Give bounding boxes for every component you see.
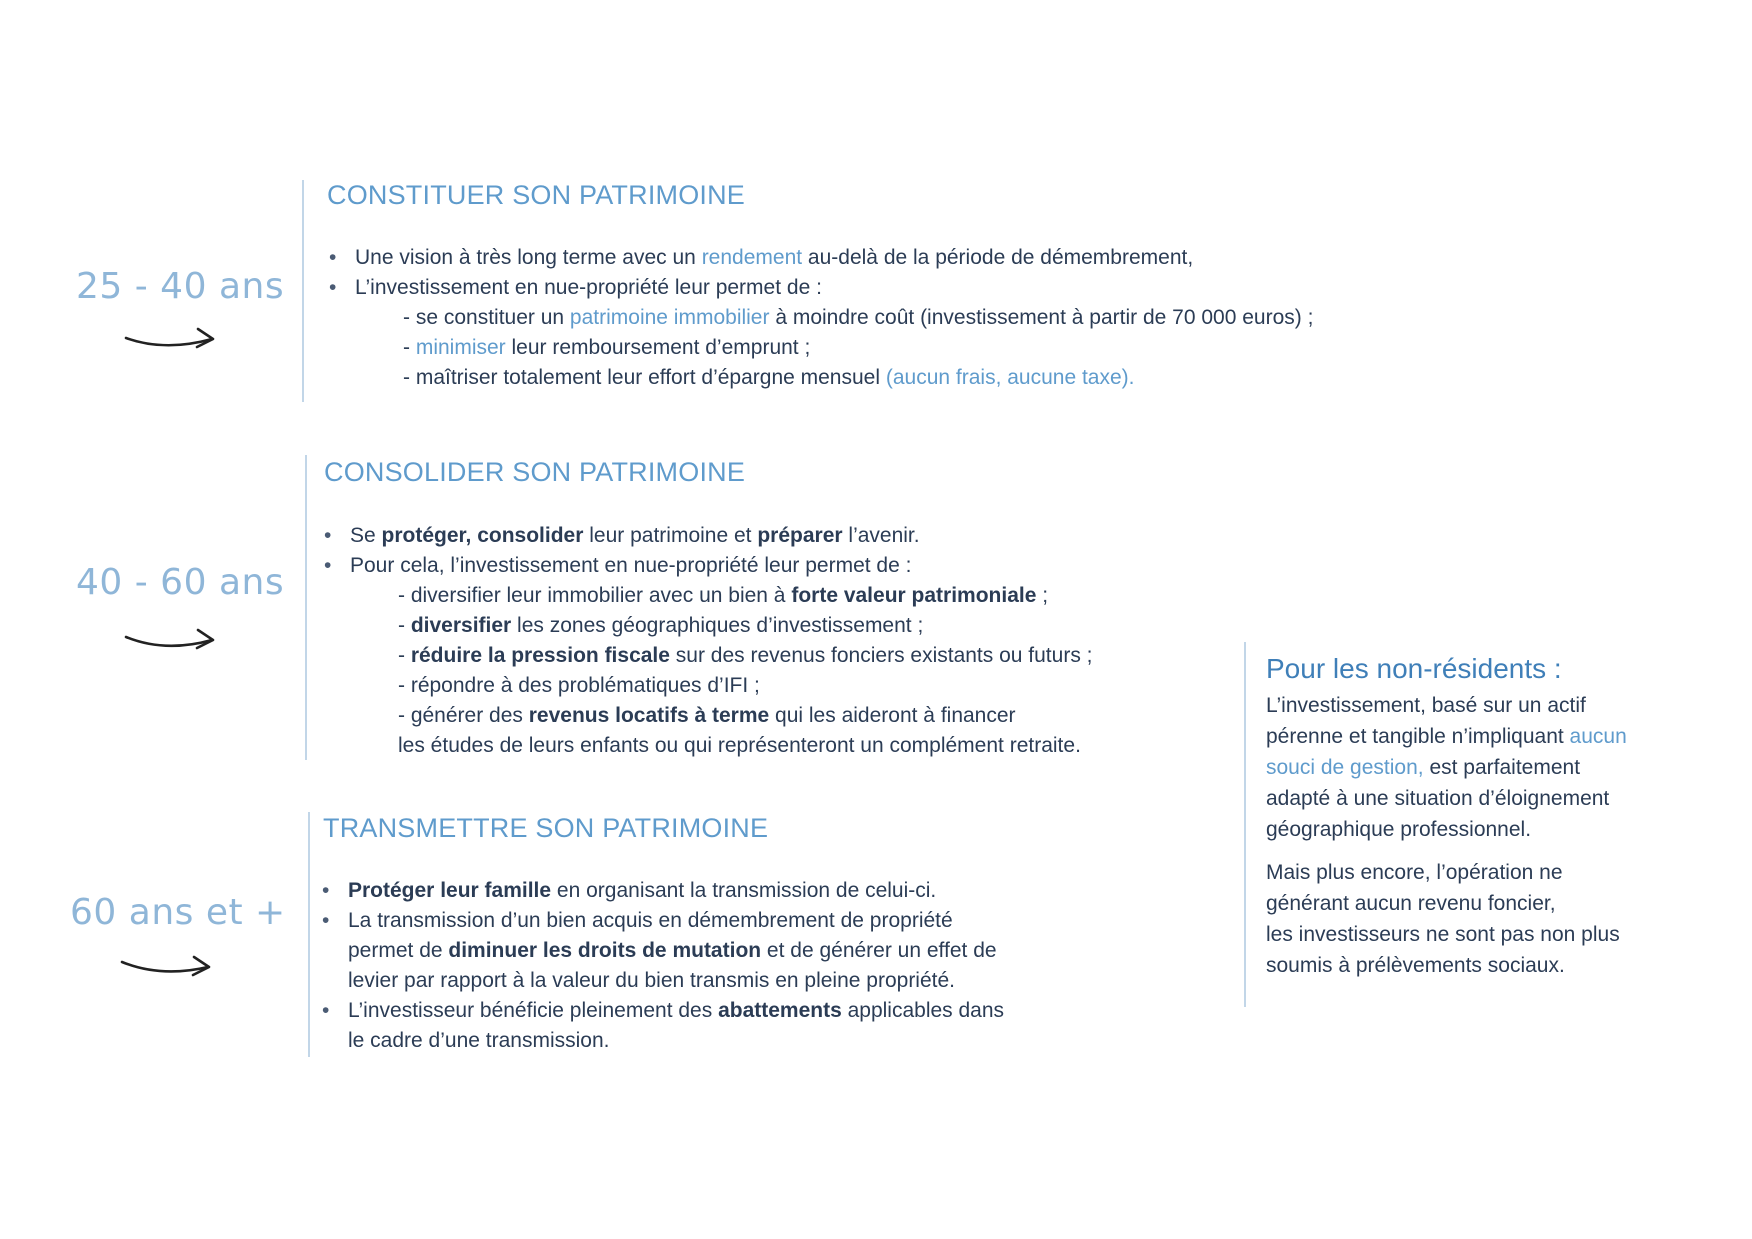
- aside-divider: [1244, 642, 1246, 1007]
- right-arrow-icon: [120, 318, 220, 358]
- text-segment: les zones géographiques d’investissement ;: [511, 614, 924, 637]
- highlighted-text: rendement: [701, 246, 803, 269]
- aside-line: [1266, 919, 1627, 950]
- sub-item: [327, 333, 1313, 363]
- bold-text: protéger, consolider: [381, 524, 584, 547]
- section-bullet-list: [327, 243, 1313, 393]
- text-segment: applicables dans: [841, 999, 1005, 1022]
- aside-title: Pour les non-résidents :: [1266, 653, 1562, 684]
- text-segment: en organisant la transmission de celui-ci.: [551, 879, 937, 902]
- bullet-item: [322, 521, 1093, 551]
- bullet-item: [320, 876, 1004, 906]
- aside-line: [1266, 950, 1627, 981]
- text-segment: - répondre à des problématiques d’IFI ;: [398, 674, 760, 697]
- text-segment: L’investisseur bénéficie pleinement des: [348, 999, 719, 1022]
- text-segment: L’investissement, basé sur un actif: [1266, 694, 1586, 717]
- section-title: CONSOLIDER SON PATRIMOINE: [324, 457, 746, 487]
- continuation-line: [320, 1026, 1004, 1056]
- text-segment: levier par rapport à la valeur du bien transmis en pleine propriété.: [348, 969, 956, 992]
- text-segment: Pour cela, l’investissement en nue-propriété leur permet de :: [350, 554, 912, 577]
- continuation-line: [320, 936, 1004, 966]
- section-divider: [305, 455, 307, 760]
- text-segment: La transmission d’un bien acquis en démembrement de propriété: [348, 909, 953, 932]
- highlighted-text: (aucun frais, aucune taxe).: [885, 366, 1135, 389]
- age-range-label: 25 - 40 ans: [76, 266, 285, 307]
- section-bullet-list: [322, 521, 1093, 761]
- right-arrow-icon: [116, 948, 216, 988]
- age-range-label: 60 ans et +: [70, 892, 286, 933]
- text-segment: et de générer un effet de: [761, 939, 997, 962]
- bold-text: diversifier: [410, 614, 512, 637]
- bullet-item: [327, 243, 1313, 273]
- bullet-item: [320, 906, 1004, 936]
- text-segment: -: [398, 614, 411, 637]
- text-segment: géographique professionnel.: [1266, 818, 1532, 841]
- sub-item: [322, 671, 1093, 701]
- sub-item: [322, 581, 1093, 611]
- aside-line: [1266, 814, 1627, 845]
- bold-text: diminuer les droits de mutation: [448, 939, 762, 962]
- text-segment: leur patrimoine et: [583, 524, 758, 547]
- text-segment: -: [403, 336, 416, 359]
- continuation-line: [322, 731, 1093, 761]
- sub-item: [322, 641, 1093, 671]
- sub-item: [322, 701, 1093, 731]
- text-segment: générant aucun revenu foncier,: [1266, 892, 1556, 915]
- bullet-item: [320, 996, 1004, 1026]
- aside-line: [1266, 888, 1627, 919]
- text-segment: - maîtriser totalement leur effort d’épargne mensuel: [403, 366, 886, 389]
- aside-paragraph: [1266, 690, 1627, 845]
- sub-item: [322, 611, 1093, 641]
- aside-line: [1266, 857, 1627, 888]
- aside-line: [1266, 721, 1627, 752]
- bold-text: revenus locatifs à terme: [528, 704, 770, 727]
- text-segment: Se: [350, 524, 382, 547]
- highlighted-text: patrimoine immobilier: [569, 306, 770, 329]
- continuation-line: [320, 966, 1004, 996]
- aside-line: [1266, 752, 1627, 783]
- text-segment: - se constituer un: [403, 306, 570, 329]
- bold-text: abattements: [718, 999, 842, 1022]
- text-segment: -: [398, 644, 411, 667]
- text-segment: soumis à prélèvements sociaux.: [1266, 954, 1565, 977]
- text-segment: au-delà de la période de démembrement,: [802, 246, 1194, 269]
- bold-text: forte valeur patrimoniale: [791, 584, 1037, 607]
- text-segment: les études de leurs enfants ou qui représenteront un complément retraite.: [398, 734, 1081, 757]
- aside-body: [1266, 690, 1627, 981]
- text-segment: les investisseurs ne sont pas non plus: [1266, 923, 1620, 946]
- section-title: TRANSMETTRE SON PATRIMOINE: [323, 813, 769, 843]
- text-segment: permet de: [348, 939, 449, 962]
- section-bullet-list: [320, 876, 1004, 1056]
- right-arrow-icon: [120, 619, 220, 659]
- text-segment: ;: [1036, 584, 1049, 607]
- aside-paragraph: [1266, 857, 1627, 981]
- text-segment: - générer des: [398, 704, 529, 727]
- bold-text: réduire la pression fiscale: [410, 644, 670, 667]
- aside-line: [1266, 783, 1627, 814]
- bold-text: préparer: [757, 524, 843, 547]
- text-segment: - diversifier leur immobilier avec un bien à: [398, 584, 792, 607]
- text-segment: le cadre d’une transmission.: [348, 1029, 610, 1052]
- text-segment: L’investissement en nue-propriété leur permet de :: [355, 276, 822, 299]
- sub-item: [327, 303, 1313, 333]
- highlighted-text: souci de gestion,: [1266, 756, 1424, 779]
- text-segment: leur remboursement d’emprunt ;: [505, 336, 811, 359]
- aside-line: [1266, 690, 1627, 721]
- bullet-item: [327, 273, 1313, 303]
- age-range-label: 40 - 60 ans: [76, 562, 285, 603]
- sub-item: [327, 363, 1313, 393]
- text-segment: sur des revenus fonciers existants ou futurs ;: [669, 644, 1093, 667]
- text-segment: à moindre coût (investissement à partir de 70 000 euros) ;: [769, 306, 1314, 329]
- text-segment: pérenne et tangible n’impliquant: [1266, 725, 1570, 748]
- text-segment: adapté à une situation d’éloignement: [1266, 787, 1610, 810]
- highlighted-text: aucun: [1569, 725, 1627, 748]
- section-divider: [302, 180, 304, 402]
- text-segment: Mais plus encore, l’opération ne: [1266, 861, 1563, 884]
- bullet-item: [322, 551, 1093, 581]
- bold-text: Protéger leur famille: [348, 879, 552, 902]
- section-title: CONSTITUER SON PATRIMOINE: [327, 180, 746, 210]
- highlighted-text: minimiser: [415, 336, 506, 359]
- text-segment: est parfaitement: [1423, 756, 1581, 779]
- text-segment: qui les aideront à financer: [769, 704, 1016, 727]
- text-segment: Une vision à très long terme avec un: [355, 246, 702, 269]
- section-divider: [308, 812, 310, 1057]
- text-segment: l’avenir.: [842, 524, 920, 547]
